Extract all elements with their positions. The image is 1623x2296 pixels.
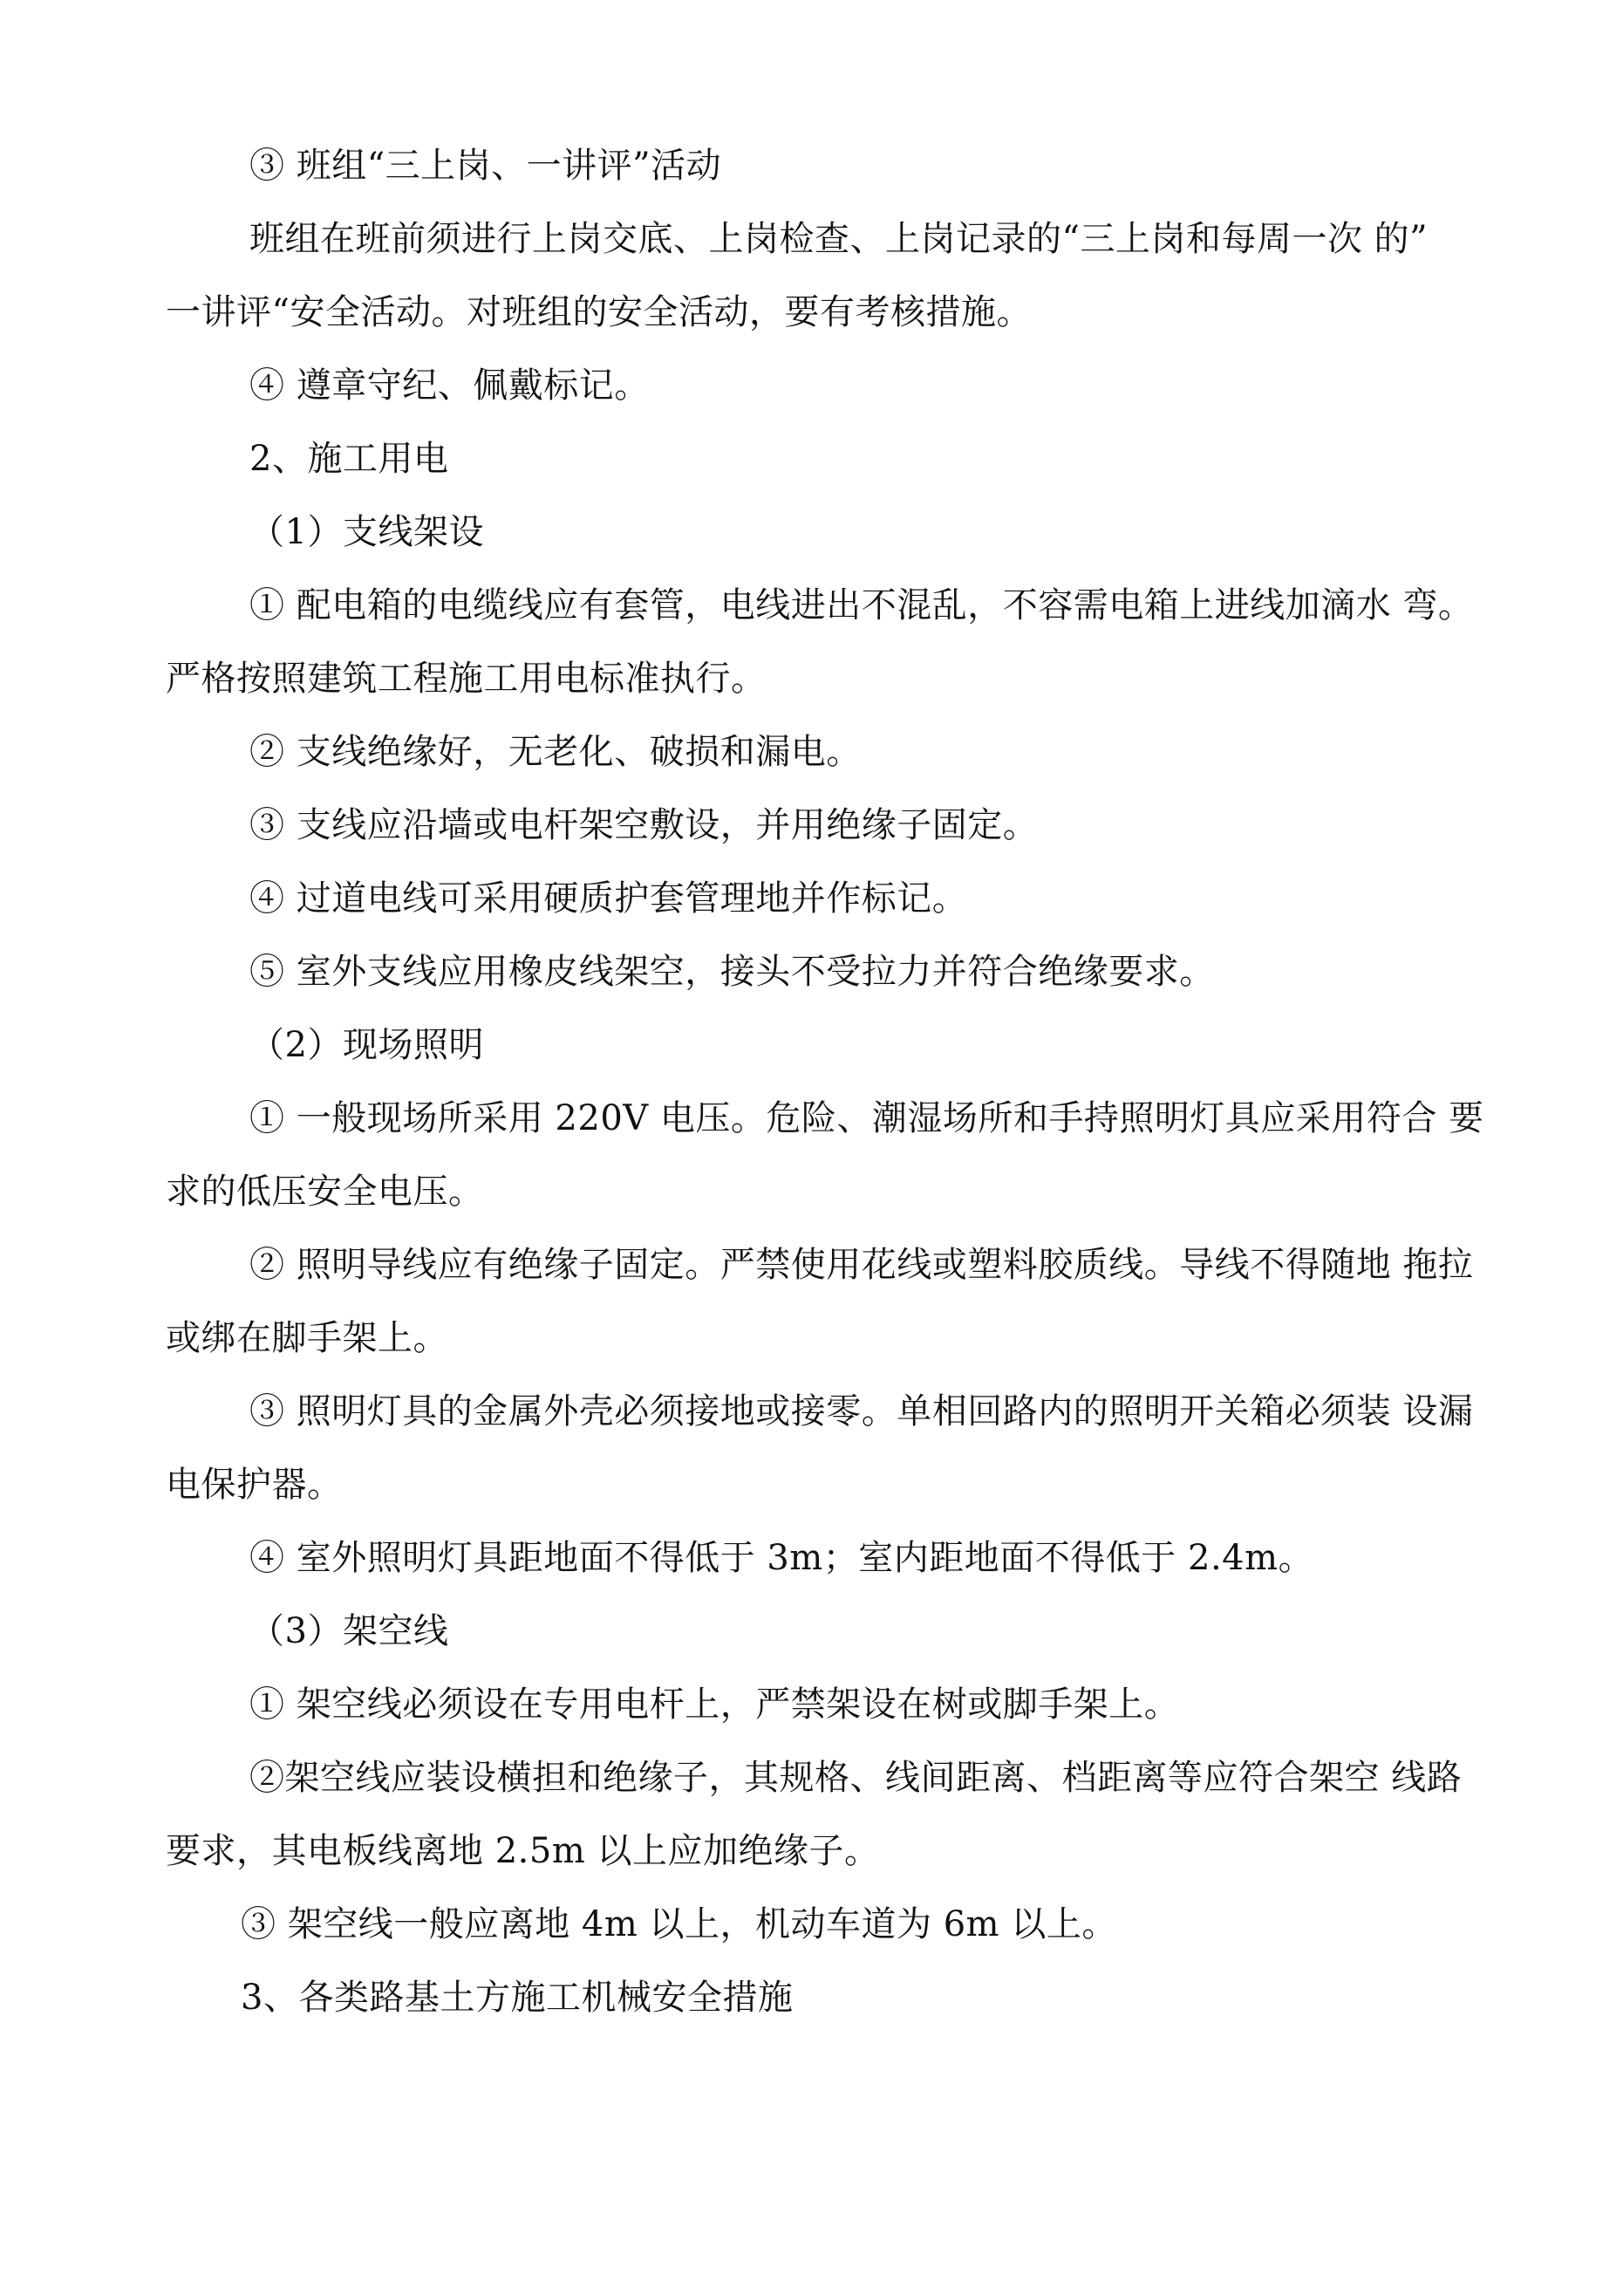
text-line: ②架空线应装设横担和绝缘子，其规格、线间距离、档距离等应符合架空 线路	[249, 1758, 1463, 1798]
text-line: ② 支线绝缘好，无老化、破损和漏电。	[249, 732, 862, 772]
text-line: 电保护器。	[166, 1465, 343, 1505]
text-line: 班组在班前须进行上岗交底、上岗检查、上岗记录的“三上岗和每周一次 的”	[249, 219, 1429, 259]
text-line: ③ 照明灯具的金属外壳必须接地或接零。单相回路内的照明开关箱必须装 设漏	[249, 1391, 1474, 1432]
section-heading: 2、施工用电	[249, 439, 449, 479]
text-line: 要求，其电板线离地 2.5m 以上应加绝缘子。	[166, 1831, 880, 1871]
text-line: 严格按照建筑工程施工用电标准执行。	[166, 659, 767, 699]
text-line: ④ 过道电线可采用硬质护套管理地并作标记。	[249, 878, 968, 919]
text-line: ① 架空线必须设在专用电杆上，严禁架设在树或脚手架上。	[249, 1684, 1180, 1725]
text-line: 一讲评“安全活动。对班组的安全活动，要有考核措施。	[166, 292, 1032, 332]
text-line: 求的低压安全电压。	[166, 1172, 484, 1212]
text-line: ① 配电箱的电缆线应有套管，电线进出不混乱，不容需电箱上进线加滴水 弯。	[249, 585, 1474, 625]
text-line: ② 照明导线应有绝缘子固定。严禁使用花线或塑料胶质线。导线不得随地 拖拉	[249, 1245, 1474, 1285]
text-line: ⑤ 室外支线应用橡皮线架空，接头不受拉力并符合绝缘要求。	[249, 952, 1215, 992]
text-line: ④ 室外照明灯具距地面不得低于 3m；室内距地面不得低于 2.4m。	[249, 1538, 1314, 1578]
subsection-heading: （3）架空线	[249, 1611, 449, 1651]
section-heading: 3、各类路基土方施工机械安全措施	[241, 1978, 794, 2018]
text-line: ③ 班组“三上岗、一讲评”活动	[249, 146, 722, 186]
text-line: ① 一般现场所采用 220V 电压。危险、潮湿场所和手持照明灯具应采用符合 要	[249, 1098, 1484, 1138]
subsection-heading: （1）支线架设	[249, 512, 484, 552]
text-line: ③ 支线应沿墙或电杆架空敷设，并用绝缘子固定。	[249, 805, 1039, 845]
text-line: ③ 架空线一般应离地 4m 以上，机动车道为 6m 以上。	[241, 1904, 1117, 1944]
subsection-heading: （2）现场照明	[249, 1025, 484, 1065]
text-line: 或绑在脚手架上。	[166, 1318, 448, 1358]
text-line: ④ 遵章守纪、佩戴标记。	[249, 366, 650, 406]
